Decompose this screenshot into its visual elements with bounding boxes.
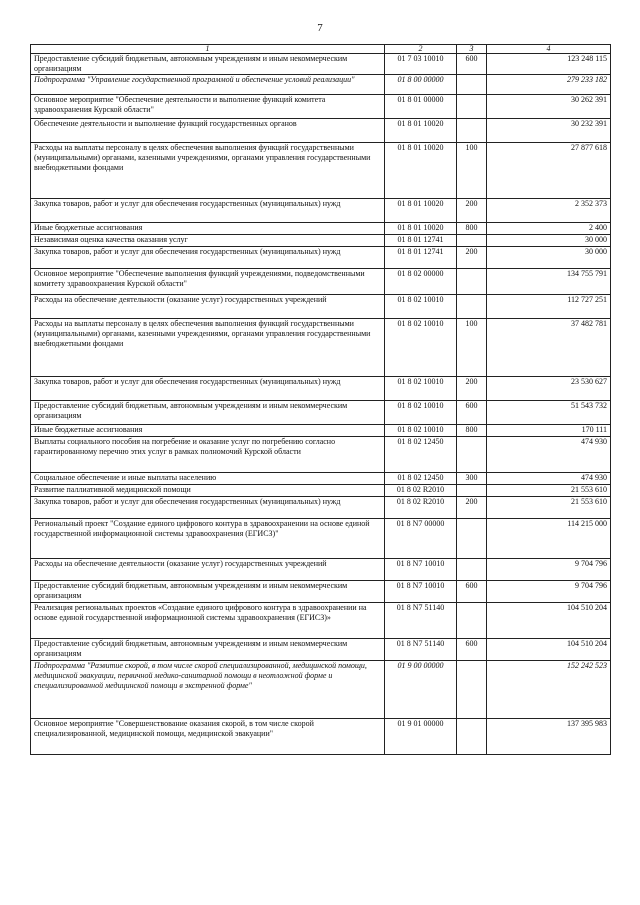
table-row — [31, 247, 611, 269]
table-row — [31, 639, 611, 661]
table-row — [31, 223, 611, 235]
row-amount: 123 248 115 — [487, 54, 611, 75]
row-amount: 137 395 983 — [487, 719, 611, 755]
row-description: Выплаты социального пособия на погребение и оказание услуг по погребению согласно гарантированному перечню этих услуг в рамках полномочий Курской области — [31, 437, 385, 473]
row-amount: 104 510 204 — [487, 639, 611, 661]
row-description: Обеспечение деятельности и выполнение функций государственных органов — [31, 119, 385, 143]
table-row — [31, 719, 611, 755]
row-description: Предоставление субсидий бюджетным, автономным учреждениям и иным некоммерческим организациям — [31, 639, 385, 661]
row-expense-type: 200 — [457, 497, 487, 519]
row-description: Подпрограмма "Управление государственной программой и обеспечение условий реализации" — [31, 75, 385, 95]
row-description: Расходы на выплаты персоналу в целях обеспечения выполнения функций государственными (муниципальными) органами, казенными учреждениями, органами управления государственными внебюджетными фондами — [31, 143, 385, 199]
row-code: 01 8 00 00000 — [385, 75, 457, 95]
row-expense-type: 100 — [457, 319, 487, 377]
row-amount: 9 704 796 — [487, 559, 611, 581]
row-code: 01 8 02 10010 — [385, 319, 457, 377]
row-code: 01 8 02 10010 — [385, 295, 457, 319]
row-amount: 30 262 391 — [487, 95, 611, 119]
row-code: 01 8 N7 51140 — [385, 639, 457, 661]
column-header-2: 2 — [385, 45, 457, 54]
table-row — [31, 401, 611, 425]
row-amount: 114 215 000 — [487, 519, 611, 559]
row-expense-type: 300 — [457, 473, 487, 485]
row-description: Предоставление субсидий бюджетным, автономным учреждениям и иным некоммерческим организациям — [31, 401, 385, 425]
row-expense-type: 200 — [457, 377, 487, 401]
row-amount: 474 930 — [487, 437, 611, 473]
row-description: Закупка товаров, работ и услуг для обеспечения государственных (муниципальных) нужд — [31, 199, 385, 223]
row-description: Расходы на обеспечение деятельности (оказание услуг) государственных учреждений — [31, 559, 385, 581]
row-expense-type — [457, 295, 487, 319]
row-amount: 134 755 791 — [487, 269, 611, 295]
column-header-4: 4 — [487, 45, 611, 54]
row-amount: 30 000 — [487, 235, 611, 247]
row-amount: 37 482 781 — [487, 319, 611, 377]
row-code: 01 8 01 00000 — [385, 95, 457, 119]
row-amount: 30 232 391 — [487, 119, 611, 143]
column-header-1: 1 — [31, 45, 385, 54]
row-code: 01 8 02 R2010 — [385, 497, 457, 519]
row-code: 01 8 N7 00000 — [385, 519, 457, 559]
row-description: Расходы на обеспечение деятельности (оказание услуг) государственных учреждений — [31, 295, 385, 319]
page-number: 7 — [317, 22, 323, 34]
row-expense-type: 800 — [457, 223, 487, 235]
row-description: Региональный проект "Создание единого цифрового контура в здравоохранении на основе единой государственной информационной системы здравоохранения (ЕГИСЗ)" — [31, 519, 385, 559]
row-description: Закупка товаров, работ и услуг для обеспечения государственных (муниципальных) нужд — [31, 497, 385, 519]
row-code: 01 8 01 10020 — [385, 143, 457, 199]
row-amount: 9 704 796 — [487, 581, 611, 603]
row-description: Иные бюджетные ассигнования — [31, 425, 385, 437]
table-row — [31, 377, 611, 401]
row-expense-type — [457, 603, 487, 639]
row-code: 01 8 02 12450 — [385, 437, 457, 473]
row-code: 01 8 02 10010 — [385, 377, 457, 401]
row-description: Основное мероприятие "Совершенствование оказания скорой, в том числе скорой специализированной, медицинской помощи, медицинской эвакуации" — [31, 719, 385, 755]
table-row — [31, 269, 611, 295]
row-amount: 2 400 — [487, 223, 611, 235]
row-description: Социальное обеспечение и иные выплаты населению — [31, 473, 385, 485]
row-code: 01 8 N7 10010 — [385, 559, 457, 581]
row-amount: 104 510 204 — [487, 603, 611, 639]
table-row — [31, 559, 611, 581]
row-expense-type: 800 — [457, 425, 487, 437]
row-expense-type — [457, 119, 487, 143]
row-code: 01 8 02 R2010 — [385, 485, 457, 497]
row-amount: 474 930 — [487, 473, 611, 485]
row-expense-type — [457, 519, 487, 559]
table-row — [31, 581, 611, 603]
table-row — [31, 143, 611, 199]
table-row — [31, 119, 611, 143]
row-description: Независимая оценка качества оказания услуг — [31, 235, 385, 247]
row-amount: 27 877 618 — [487, 143, 611, 199]
row-description: Подпрограмма "Развитие скорой, в том числе скорой специализированной, медицинской помощи, медицинской эвакуации, первичной медико-санитарной помощи в неотложной форме и специализированной медицинской помощи в экстренной форме" — [31, 661, 385, 719]
row-code: 01 7 03 10010 — [385, 54, 457, 75]
row-expense-type — [457, 485, 487, 497]
row-expense-type: 600 — [457, 54, 487, 75]
row-expense-type — [457, 719, 487, 755]
table-row — [31, 95, 611, 119]
table-row — [31, 319, 611, 377]
row-description: Предоставление субсидий бюджетным, автономным учреждениям и иным некоммерческим организациям — [31, 581, 385, 603]
row-amount: 152 242 523 — [487, 661, 611, 719]
table-row — [31, 199, 611, 223]
row-description: Реализация региональных проектов «Создание единого цифрового контура в здравоохранении на основе единой государственной информационной системы здравоохранения (ЕГИСЗ)» — [31, 603, 385, 639]
row-description: Расходы на выплаты персоналу в целях обеспечения выполнения функций государственными (муниципальными) органами, казенными учреждениями, органами управления государственными внебюджетными фондами — [31, 319, 385, 377]
row-code: 01 8 N7 51140 — [385, 603, 457, 639]
row-code: 01 9 00 00000 — [385, 661, 457, 719]
row-code: 01 8 02 12450 — [385, 473, 457, 485]
row-amount: 51 543 732 — [487, 401, 611, 425]
row-description: Основное мероприятие "Обеспечение деятельности и выполнение функций комитета здравоохранения Курской области" — [31, 95, 385, 119]
table-row — [31, 295, 611, 319]
row-description: Основное мероприятие "Обеспечение выполнения функций учреждениями, подведомственными комитету здравоохранения Курской области" — [31, 269, 385, 295]
table-row — [31, 437, 611, 473]
row-expense-type — [457, 95, 487, 119]
row-expense-type: 600 — [457, 639, 487, 661]
row-description: Закупка товаров, работ и услуг для обеспечения государственных (муниципальных) нужд — [31, 377, 385, 401]
table-row — [31, 425, 611, 437]
row-code: 01 8 01 10020 — [385, 199, 457, 223]
table-row — [31, 235, 611, 247]
row-amount: 170 111 — [487, 425, 611, 437]
table-row — [31, 485, 611, 497]
row-code: 01 8 01 12741 — [385, 247, 457, 269]
row-expense-type — [457, 437, 487, 473]
budget-table — [30, 44, 611, 755]
row-code: 01 9 01 00000 — [385, 719, 457, 755]
row-expense-type: 200 — [457, 247, 487, 269]
table-row — [31, 603, 611, 639]
row-code: 01 8 N7 10010 — [385, 581, 457, 603]
row-expense-type: 600 — [457, 581, 487, 603]
row-amount: 2 352 373 — [487, 199, 611, 223]
row-amount: 279 233 182 — [487, 75, 611, 95]
row-expense-type — [457, 269, 487, 295]
row-code: 01 8 02 10010 — [385, 425, 457, 437]
row-amount: 112 727 251 — [487, 295, 611, 319]
row-amount: 30 000 — [487, 247, 611, 269]
row-amount: 21 553 610 — [487, 497, 611, 519]
row-expense-type — [457, 559, 487, 581]
row-expense-type — [457, 661, 487, 719]
row-amount: 21 553 610 — [487, 485, 611, 497]
row-code: 01 8 01 10020 — [385, 223, 457, 235]
row-expense-type: 600 — [457, 401, 487, 425]
row-amount: 23 530 627 — [487, 377, 611, 401]
table-header-row — [31, 45, 611, 54]
row-code: 01 8 01 12741 — [385, 235, 457, 247]
table-row — [31, 519, 611, 559]
row-description: Иные бюджетные ассигнования — [31, 223, 385, 235]
row-expense-type: 200 — [457, 199, 487, 223]
row-description: Закупка товаров, работ и услуг для обеспечения государственных (муниципальных) нужд — [31, 247, 385, 269]
row-expense-type: 100 — [457, 143, 487, 199]
row-code: 01 8 02 00000 — [385, 269, 457, 295]
table-row — [31, 497, 611, 519]
row-description: Предоставление субсидий бюджетным, автономным учреждениям и иным некоммерческим организациям — [31, 54, 385, 75]
column-header-3: 3 — [457, 45, 487, 54]
row-description: Развитие паллиативной медицинской помощи — [31, 485, 385, 497]
table-row — [31, 75, 611, 95]
row-expense-type — [457, 75, 487, 95]
table-row — [31, 661, 611, 719]
table-row — [31, 54, 611, 75]
row-code: 01 8 01 10020 — [385, 119, 457, 143]
row-expense-type — [457, 235, 487, 247]
row-code: 01 8 02 10010 — [385, 401, 457, 425]
table-row — [31, 473, 611, 485]
